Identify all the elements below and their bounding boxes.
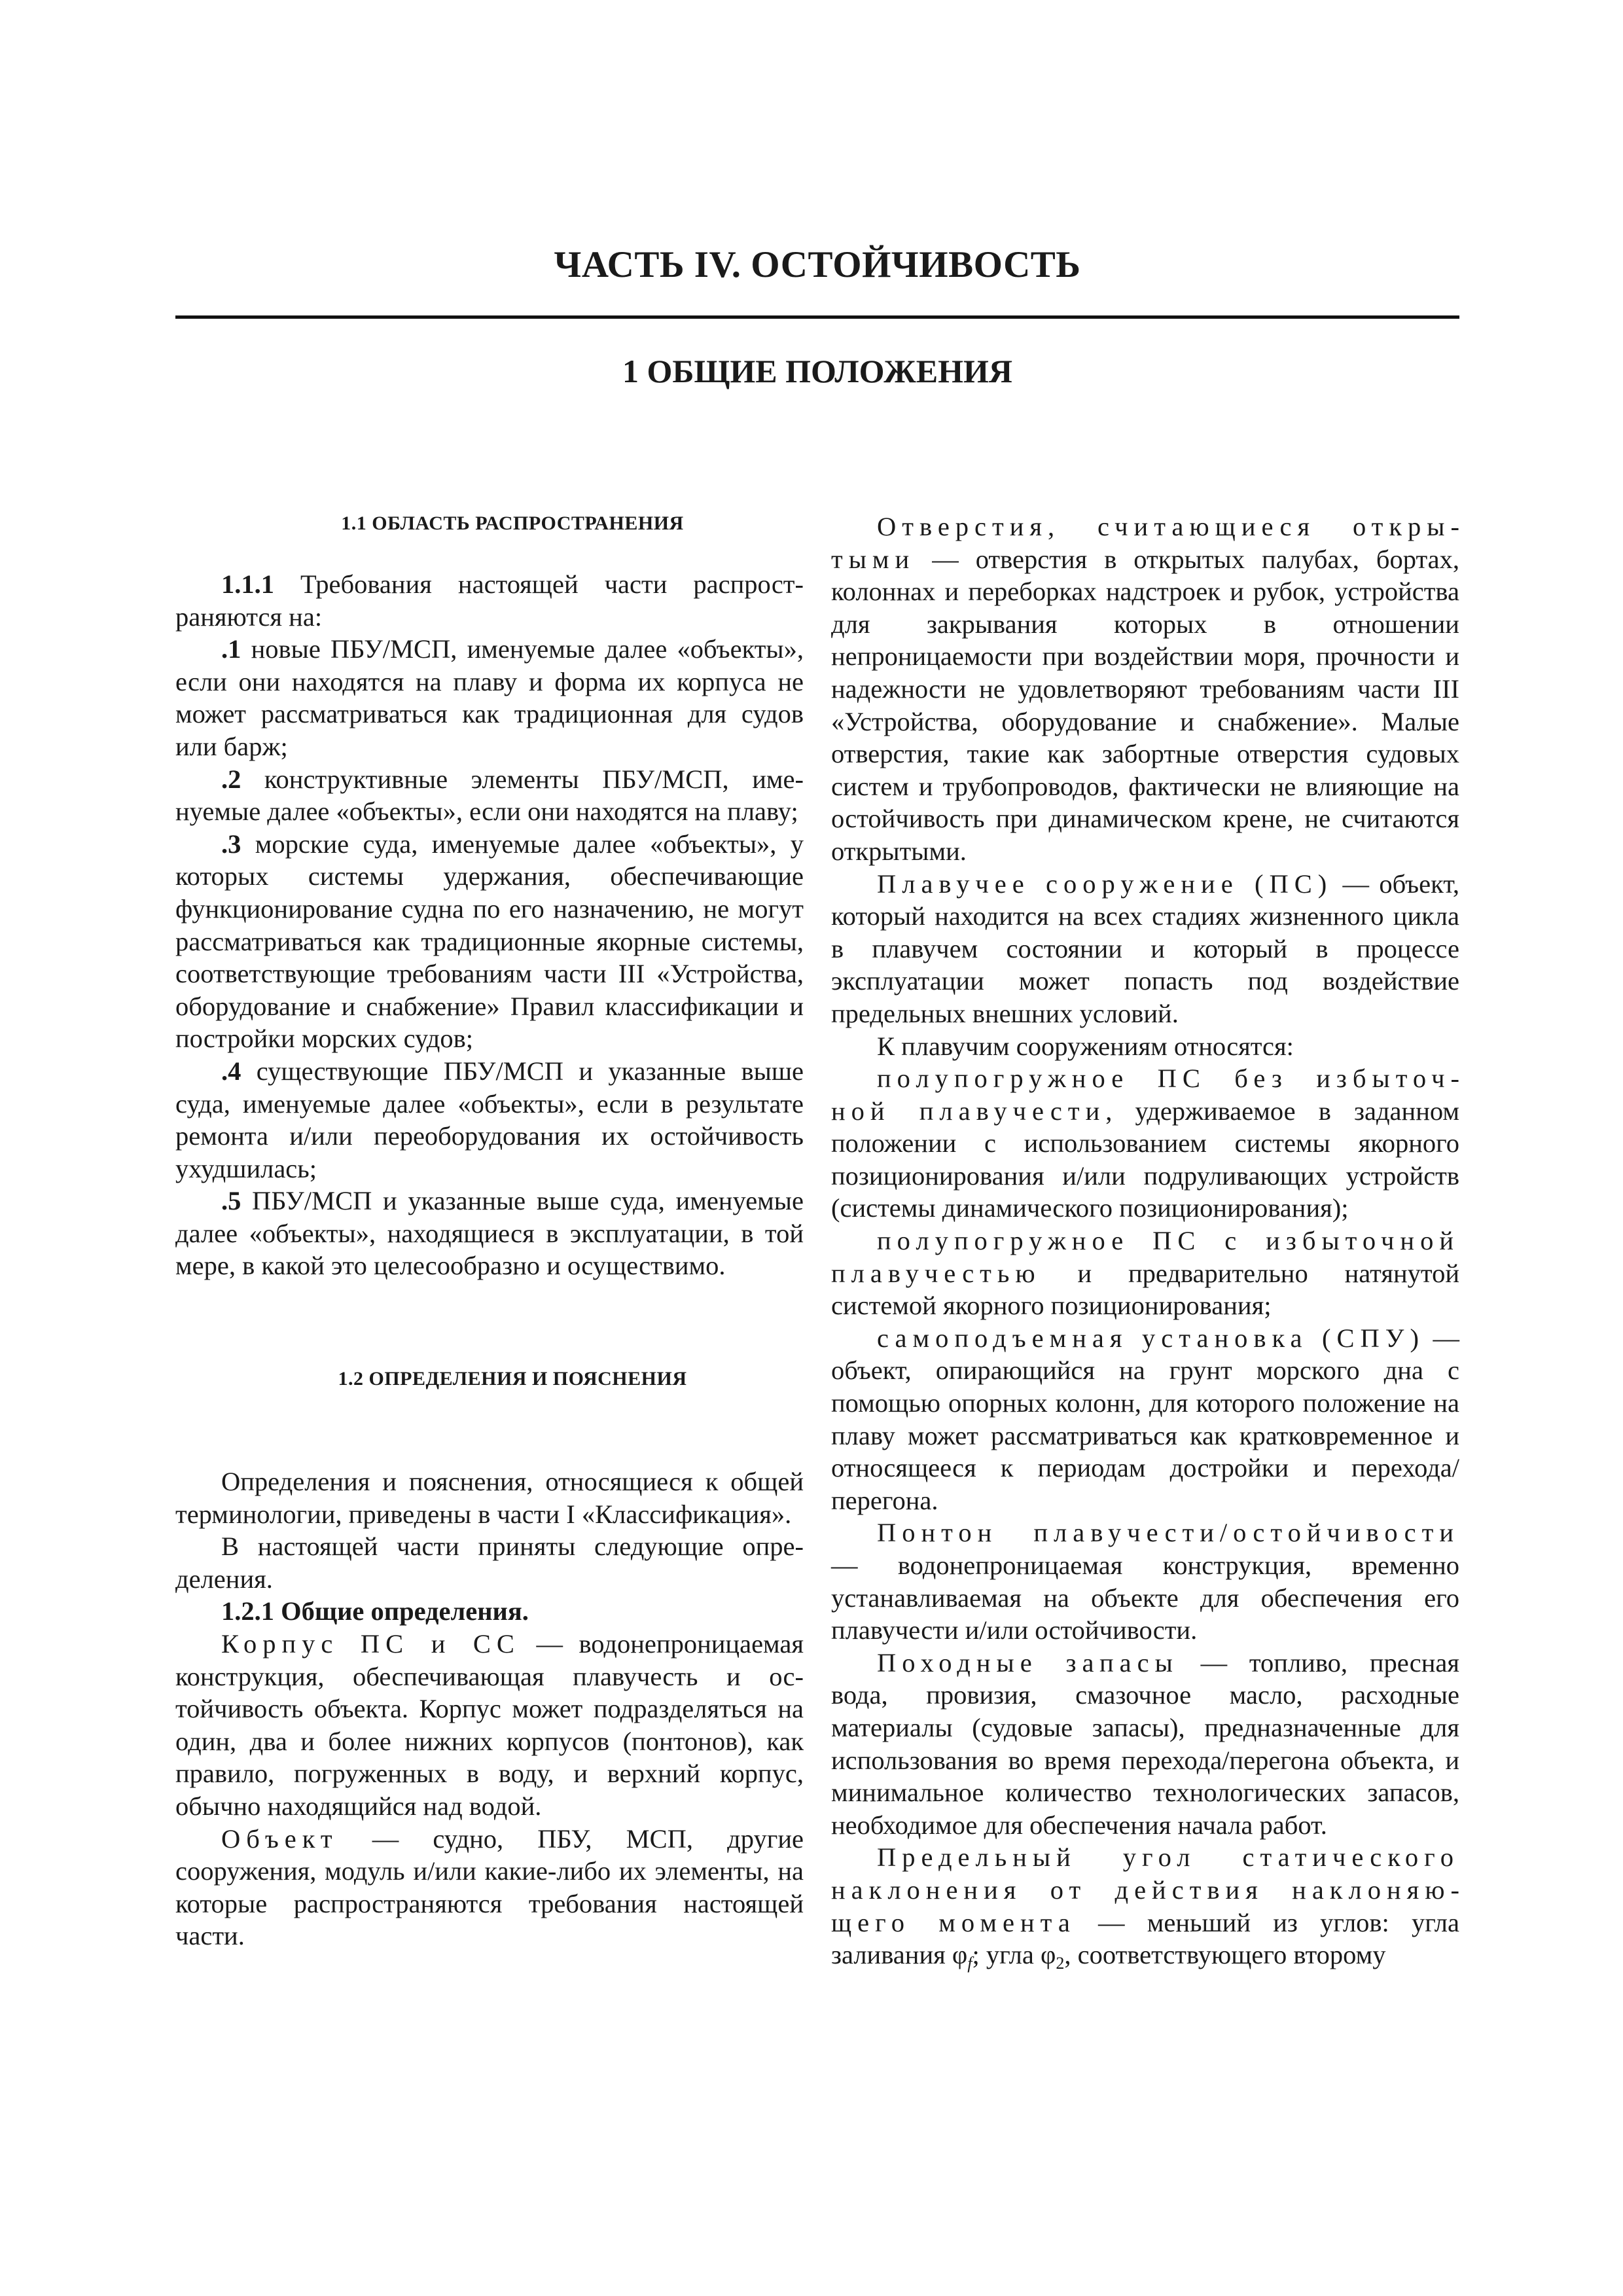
term: полупогружное ПС без избыточной плавучести xyxy=(831,1064,1459,1126)
definition-text: — меньший из углов: угла заливания φ xyxy=(831,1907,1459,1970)
definition-text: и предварительно натянутой системой якорного позиционирования; xyxy=(831,1258,1459,1321)
item-text: ПБУ/МСП и указанные выше суда, именуемые далее «объекты», находящиеся в эксплуатации, в той мере, в какой это целесообразно и осуществимо. xyxy=(175,1186,804,1281)
spacer xyxy=(175,1282,804,1366)
definition-text: — топливо, пресная вода, провизия, смазочное масло, расходные материалы (судовые запасы), предназначенные для использования во время перехода/перегона объекта, и минимальное количество технологических запасов, необходимое для обеспечения начала работ. xyxy=(831,1647,1460,1840)
item-number: .1 xyxy=(221,634,241,664)
term: Плавучее сооружение (ПС) xyxy=(877,869,1333,899)
clause-number: 1.1.1 xyxy=(221,569,274,599)
definition-ps xyxy=(831,868,1459,1030)
definition-ponton xyxy=(831,1516,1459,1646)
definition-text: — водонепроницаемая конструкция, обеспечивающая плавучесть и остойчивость объекта. Корпус может подразделяться на один, два и более нижних корпусов (понтонов), как правило, погруженных в воду, и верхний корпус, обычно находящийся над водой. xyxy=(175,1629,804,1821)
definition-text: — отверстия в открытых палубах, бортах, колоннах и переборках надстроек и рубок, устройства для закрывания которых в отношении непроницаемости при воздействии моря, прочности и надежности не удовлетворяют требованиям части III «Устройства, оборудование и снабжение». Малые отверстия, такие как забортные отверстия судовых систем и трубопроводов, фактически не влияющие на остойчивость при динамическом крене, не считаются открытыми. xyxy=(831,544,1459,866)
definition-ps-type-1 xyxy=(831,1062,1459,1225)
item-number: .2 xyxy=(221,764,241,794)
subscript-2: 2 xyxy=(1056,1954,1065,1973)
term: Отверстия, считающиеся открытыми xyxy=(831,512,1459,574)
definition-korpus xyxy=(175,1628,804,1823)
term: Предельный угол статического наклонения от действия наклоняющего момента xyxy=(831,1842,1459,1937)
definition-otverstiya xyxy=(831,511,1459,868)
definition-text: — объект, который находится на всех стадиях жизненного цикла в плавучем состоянии и который в процессе эксплуатации может попасть под воздействие предельных внешних условий. xyxy=(831,869,1460,1028)
part-title: ЧАСТЬ IV. ОСТОЙЧИВОСТЬ xyxy=(554,244,1081,285)
paragraph-definitions-intro: В настоящей части приняты следующие определения. xyxy=(175,1532,804,1594)
title-rule xyxy=(175,315,1459,319)
ps-list-intro: К плавучим сооружениям относятся: xyxy=(877,1031,1294,1061)
term: Понтон плавучести/остойчивости xyxy=(877,1518,1459,1548)
definition-text: — водонепроницаемая конструкция, временно устанавливаемая на объекте для обеспечения его плавучести и/или остойчивости. xyxy=(831,1551,1459,1645)
term: Объект xyxy=(221,1823,338,1854)
list-item-3 xyxy=(175,828,804,1055)
term: Походные запасы xyxy=(877,1647,1179,1677)
definition-text: , соответствующего второму xyxy=(1064,1940,1386,1970)
term: полупогружное ПС с избыточной плавучестью xyxy=(831,1226,1459,1288)
paragraph-definitions-ref: Определения и пояснения, относящиеся к общей терминологии, приведены в части I «Классификация». xyxy=(175,1467,804,1529)
list-item-1 xyxy=(175,633,804,762)
paragraph-1-1-1 xyxy=(175,568,804,633)
left-column xyxy=(175,511,804,1952)
chapter-title: 1 ОБЩИЕ ПОЛОЖЕНИЯ xyxy=(622,353,1012,389)
term: самоподъемная установка (СПУ) xyxy=(877,1323,1425,1353)
definition-obekt xyxy=(175,1823,804,1952)
spacer xyxy=(175,537,804,568)
definition-text: — судно, ПБУ, МСП, другие сооружения, модуль и/или какие-либо их элементы, на которые распространяются требования настоящей части. xyxy=(175,1823,804,1951)
definition-ps-type-2 xyxy=(831,1225,1459,1322)
definition-spu xyxy=(831,1322,1459,1517)
section-heading-1-2: 1.2 ОПРЕДЕЛЕНИЯ И ПОЯСНЕНИЯ xyxy=(338,1368,687,1390)
paragraph-text: Требования настоящей части распространяются на: xyxy=(175,569,804,632)
item-text: существующие ПБУ/МСП и указанные выше суда, именуемые далее «объекты», если в результате ремонта и/или переоборудования их остойчивость ухудшилась; xyxy=(175,1056,804,1183)
subsection-1-2-1: 1.2.1 Общие определения. xyxy=(221,1596,529,1626)
item-text: морские суда, именуемые далее «объекты», у которых системы удержания, обеспечивающие функционирование судна по его назначению, не могут рассматриваться как традиционные якорные системы, соответствующие требованиям части III «Устройства, оборудование и снабжение» Правил классификации и постройки морских судов; xyxy=(175,829,804,1054)
definition-text: ; угла φ xyxy=(972,1940,1056,1970)
item-number: .3 xyxy=(221,829,241,859)
section-heading-1-1: 1.1 ОБЛАСТЬ РАСПРОСТРАНЕНИЯ xyxy=(341,512,684,534)
definition-zapasy xyxy=(831,1647,1459,1842)
item-number: .5 xyxy=(221,1186,241,1216)
right-column xyxy=(831,511,1459,1980)
definition-text: , удерживаемое в заданном положении с использованием системы якорного позиционирования и/или подруливающих устройств (системы динамического позиционирования); xyxy=(831,1096,1459,1223)
item-text: конструктивные элементы ПБУ/МСП, именуемые далее «объекты», если они находятся на плаву; xyxy=(175,764,804,827)
list-item-5 xyxy=(175,1185,804,1282)
definition-text: — объект, опирающийся на грунт морского дна с помощью опорных колонн, для которого положение на плаву может рассматриваться как кратковременное и относящееся к периодам достройки и перехода/перегона. xyxy=(831,1323,1459,1515)
subscript-f: f xyxy=(967,1954,972,1973)
spacer xyxy=(175,1392,804,1465)
definition-ugol xyxy=(831,1841,1459,1979)
list-item-4 xyxy=(175,1055,804,1185)
term: Корпус ПС и СС xyxy=(221,1629,520,1659)
item-text: новые ПБУ/МСП, именуемые далее «объекты», если они находятся на плаву и форма их корпуса не может рассматриваться как традиционная для судов или барж; xyxy=(175,634,804,761)
list-item-2 xyxy=(175,763,804,828)
item-number: .4 xyxy=(221,1056,241,1086)
